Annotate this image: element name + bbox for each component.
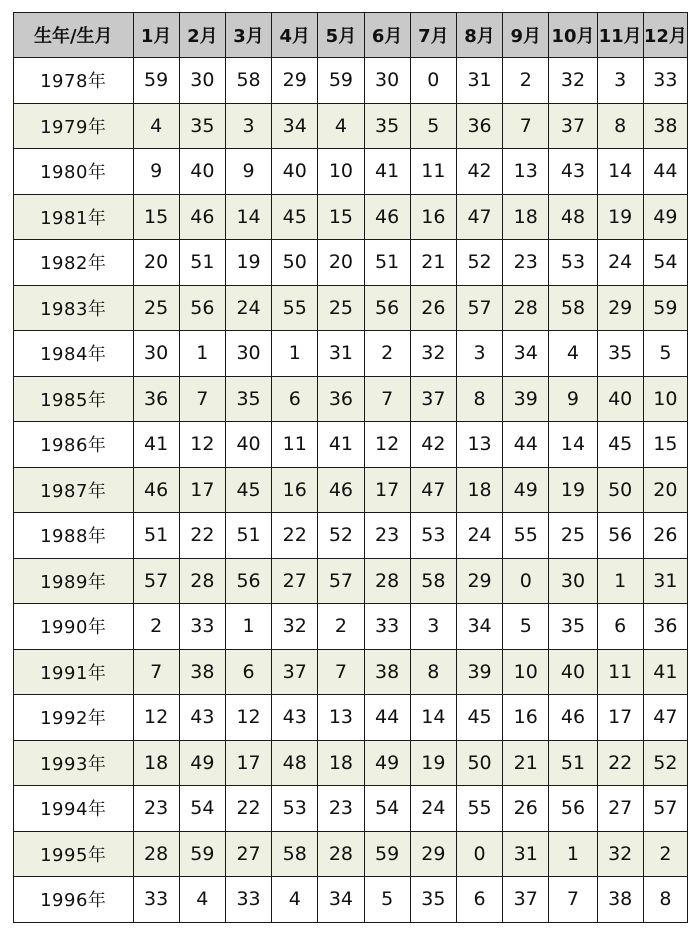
value-cell: 46: [364, 194, 410, 240]
value-cell: 38: [597, 877, 643, 923]
value-cell: 31: [318, 331, 364, 377]
value-cell: 50: [272, 240, 318, 286]
value-cell: 46: [133, 467, 179, 513]
year-cell: 1994年: [14, 786, 134, 832]
value-cell: 47: [410, 467, 456, 513]
value-cell: 43: [179, 695, 225, 741]
value-cell: 13: [503, 149, 549, 195]
year-cell: 1978年: [14, 58, 134, 104]
value-cell: 28: [503, 285, 549, 331]
value-cell: 31: [643, 558, 687, 604]
value-cell: 48: [549, 194, 597, 240]
value-cell: 57: [133, 558, 179, 604]
value-cell: 55: [456, 786, 502, 832]
value-cell: 21: [503, 740, 549, 786]
value-cell: 57: [643, 786, 687, 832]
table-row: [14, 376, 688, 422]
month-header: 3月: [225, 13, 271, 58]
month-header: 2月: [179, 13, 225, 58]
value-cell: 46: [318, 467, 364, 513]
value-cell: 20: [643, 467, 687, 513]
value-cell: 50: [597, 467, 643, 513]
month-header: 7月: [410, 13, 456, 58]
table-body: [14, 58, 688, 923]
year-cell: 1991年: [14, 649, 134, 695]
value-cell: 38: [364, 649, 410, 695]
value-cell: 44: [503, 422, 549, 468]
value-cell: 14: [410, 695, 456, 741]
value-cell: 27: [225, 831, 271, 877]
value-cell: 29: [456, 558, 502, 604]
value-cell: 0: [410, 58, 456, 104]
value-cell: 22: [597, 740, 643, 786]
value-cell: 30: [225, 331, 271, 377]
year-cell: 1987年: [14, 467, 134, 513]
value-cell: 41: [643, 649, 687, 695]
value-cell: 42: [410, 422, 456, 468]
value-cell: 19: [225, 240, 271, 286]
value-cell: 37: [272, 649, 318, 695]
value-cell: 35: [225, 376, 271, 422]
value-cell: 56: [597, 513, 643, 559]
table-header: [14, 13, 688, 58]
value-cell: 56: [179, 285, 225, 331]
value-cell: 19: [410, 740, 456, 786]
corner-header: 生年/生月: [14, 13, 134, 58]
year-cell: 1980年: [14, 149, 134, 195]
table-row: [14, 649, 688, 695]
value-cell: 24: [597, 240, 643, 286]
value-cell: 47: [456, 194, 502, 240]
value-cell: 2: [503, 58, 549, 104]
value-cell: 59: [364, 831, 410, 877]
value-cell: 29: [410, 831, 456, 877]
table-row: [14, 877, 688, 923]
value-cell: 9: [549, 376, 597, 422]
table-row: [14, 58, 688, 104]
value-cell: 35: [410, 877, 456, 923]
year-cell: 1996年: [14, 877, 134, 923]
value-cell: 44: [364, 695, 410, 741]
value-cell: 24: [456, 513, 502, 559]
month-header: 11月: [597, 13, 643, 58]
value-cell: 23: [503, 240, 549, 286]
year-cell: 1979年: [14, 103, 134, 149]
value-cell: 59: [318, 58, 364, 104]
value-cell: 40: [272, 149, 318, 195]
value-cell: 22: [225, 786, 271, 832]
year-cell: 1981年: [14, 194, 134, 240]
value-cell: 14: [597, 149, 643, 195]
year-cell: 1992年: [14, 695, 134, 741]
value-cell: 16: [503, 695, 549, 741]
value-cell: 25: [318, 285, 364, 331]
value-cell: 4: [549, 331, 597, 377]
value-cell: 46: [179, 194, 225, 240]
value-cell: 33: [643, 58, 687, 104]
year-cell: 1985年: [14, 376, 134, 422]
value-cell: 47: [643, 695, 687, 741]
value-cell: 40: [597, 376, 643, 422]
value-cell: 53: [549, 240, 597, 286]
table-row: [14, 695, 688, 741]
value-cell: 50: [456, 740, 502, 786]
table-row: [14, 467, 688, 513]
year-cell: 1982年: [14, 240, 134, 286]
value-cell: 11: [597, 649, 643, 695]
value-cell: 33: [364, 604, 410, 650]
value-cell: 51: [179, 240, 225, 286]
value-cell: 35: [179, 103, 225, 149]
header-row: [14, 13, 688, 58]
value-cell: 21: [410, 240, 456, 286]
value-cell: 59: [643, 285, 687, 331]
value-cell: 49: [503, 467, 549, 513]
value-cell: 18: [503, 194, 549, 240]
value-cell: 54: [364, 786, 410, 832]
value-cell: 53: [410, 513, 456, 559]
table-row: [14, 331, 688, 377]
value-cell: 19: [549, 467, 597, 513]
value-cell: 38: [179, 649, 225, 695]
value-cell: 28: [364, 558, 410, 604]
value-cell: 23: [364, 513, 410, 559]
year-cell: 1995年: [14, 831, 134, 877]
value-cell: 36: [643, 604, 687, 650]
value-cell: 20: [318, 240, 364, 286]
value-cell: 27: [272, 558, 318, 604]
table-row: [14, 740, 688, 786]
value-cell: 3: [410, 604, 456, 650]
value-cell: 57: [456, 285, 502, 331]
value-cell: 40: [549, 649, 597, 695]
value-cell: 16: [410, 194, 456, 240]
value-cell: 43: [549, 149, 597, 195]
value-cell: 36: [133, 376, 179, 422]
value-cell: 35: [597, 331, 643, 377]
month-header: 5月: [318, 13, 364, 58]
value-cell: 6: [456, 877, 502, 923]
value-cell: 46: [549, 695, 597, 741]
table-row: [14, 786, 688, 832]
value-cell: 28: [133, 831, 179, 877]
value-cell: 6: [225, 649, 271, 695]
value-cell: 10: [318, 149, 364, 195]
value-cell: 35: [364, 103, 410, 149]
value-cell: 41: [133, 422, 179, 468]
value-cell: 15: [643, 422, 687, 468]
value-cell: 1: [225, 604, 271, 650]
year-cell: 1988年: [14, 513, 134, 559]
table-row: [14, 240, 688, 286]
value-cell: 5: [643, 331, 687, 377]
value-cell: 7: [549, 877, 597, 923]
value-cell: 22: [179, 513, 225, 559]
value-cell: 15: [318, 194, 364, 240]
value-cell: 52: [643, 740, 687, 786]
value-cell: 37: [410, 376, 456, 422]
value-cell: 39: [456, 649, 502, 695]
month-header: 4月: [272, 13, 318, 58]
value-cell: 32: [597, 831, 643, 877]
value-cell: 12: [179, 422, 225, 468]
value-cell: 23: [318, 786, 364, 832]
value-cell: 7: [318, 649, 364, 695]
value-cell: 18: [133, 740, 179, 786]
table-row: [14, 422, 688, 468]
year-cell: 1986年: [14, 422, 134, 468]
value-cell: 34: [456, 604, 502, 650]
table-row: [14, 194, 688, 240]
value-cell: 31: [456, 58, 502, 104]
value-cell: 5: [364, 877, 410, 923]
month-header: 8月: [456, 13, 502, 58]
value-cell: 43: [272, 695, 318, 741]
value-cell: 58: [225, 58, 271, 104]
value-cell: 7: [179, 376, 225, 422]
birth-month-number-table: [13, 12, 688, 923]
value-cell: 49: [643, 194, 687, 240]
value-cell: 35: [549, 604, 597, 650]
value-cell: 17: [597, 695, 643, 741]
value-cell: 2: [318, 604, 364, 650]
value-cell: 58: [272, 831, 318, 877]
value-cell: 45: [225, 467, 271, 513]
value-cell: 6: [597, 604, 643, 650]
value-cell: 18: [456, 467, 502, 513]
year-cell: 1983年: [14, 285, 134, 331]
value-cell: 1: [597, 558, 643, 604]
value-cell: 28: [179, 558, 225, 604]
value-cell: 54: [179, 786, 225, 832]
value-cell: 32: [272, 604, 318, 650]
value-cell: 2: [643, 831, 687, 877]
value-cell: 13: [318, 695, 364, 741]
value-cell: 55: [503, 513, 549, 559]
value-cell: 2: [133, 604, 179, 650]
value-cell: 26: [643, 513, 687, 559]
value-cell: 29: [272, 58, 318, 104]
value-cell: 28: [318, 831, 364, 877]
value-cell: 34: [503, 331, 549, 377]
value-cell: 30: [133, 331, 179, 377]
value-cell: 59: [179, 831, 225, 877]
year-cell: 1990年: [14, 604, 134, 650]
value-cell: 41: [364, 149, 410, 195]
value-cell: 36: [318, 376, 364, 422]
value-cell: 20: [133, 240, 179, 286]
year-cell: 1993年: [14, 740, 134, 786]
value-cell: 8: [597, 103, 643, 149]
value-cell: 6: [272, 376, 318, 422]
month-header: 10月: [549, 13, 597, 58]
value-cell: 30: [549, 558, 597, 604]
value-cell: 0: [503, 558, 549, 604]
value-cell: 24: [225, 285, 271, 331]
value-cell: 29: [597, 285, 643, 331]
value-cell: 17: [179, 467, 225, 513]
value-cell: 4: [272, 877, 318, 923]
value-cell: 13: [456, 422, 502, 468]
value-cell: 4: [318, 103, 364, 149]
value-cell: 4: [179, 877, 225, 923]
value-cell: 40: [225, 422, 271, 468]
value-cell: 42: [456, 149, 502, 195]
year-cell: 1989年: [14, 558, 134, 604]
value-cell: 12: [225, 695, 271, 741]
value-cell: 56: [364, 285, 410, 331]
table-row: [14, 604, 688, 650]
value-cell: 1: [272, 331, 318, 377]
value-cell: 8: [456, 376, 502, 422]
value-cell: 12: [364, 422, 410, 468]
value-cell: 34: [272, 103, 318, 149]
value-cell: 26: [410, 285, 456, 331]
value-cell: 16: [272, 467, 318, 513]
value-cell: 57: [318, 558, 364, 604]
value-cell: 24: [410, 786, 456, 832]
value-cell: 40: [179, 149, 225, 195]
value-cell: 15: [133, 194, 179, 240]
value-cell: 53: [272, 786, 318, 832]
value-cell: 32: [549, 58, 597, 104]
table-row: [14, 149, 688, 195]
value-cell: 51: [364, 240, 410, 286]
value-cell: 9: [225, 149, 271, 195]
value-cell: 51: [225, 513, 271, 559]
value-cell: 17: [364, 467, 410, 513]
value-cell: 48: [272, 740, 318, 786]
value-cell: 58: [549, 285, 597, 331]
value-cell: 5: [503, 604, 549, 650]
value-cell: 5: [410, 103, 456, 149]
value-cell: 10: [643, 376, 687, 422]
value-cell: 9: [133, 149, 179, 195]
value-cell: 22: [272, 513, 318, 559]
value-cell: 41: [318, 422, 364, 468]
value-cell: 10: [503, 649, 549, 695]
value-cell: 0: [456, 831, 502, 877]
table-row: [14, 513, 688, 559]
value-cell: 3: [225, 103, 271, 149]
value-cell: 45: [456, 695, 502, 741]
value-cell: 12: [133, 695, 179, 741]
value-cell: 14: [549, 422, 597, 468]
value-cell: 11: [272, 422, 318, 468]
value-cell: 25: [133, 285, 179, 331]
value-cell: 7: [503, 103, 549, 149]
value-cell: 30: [364, 58, 410, 104]
month-header: 9月: [503, 13, 549, 58]
value-cell: 45: [597, 422, 643, 468]
value-cell: 51: [549, 740, 597, 786]
value-cell: 36: [456, 103, 502, 149]
value-cell: 1: [549, 831, 597, 877]
value-cell: 8: [410, 649, 456, 695]
value-cell: 45: [272, 194, 318, 240]
value-cell: 54: [643, 240, 687, 286]
value-cell: 25: [549, 513, 597, 559]
value-cell: 56: [549, 786, 597, 832]
value-cell: 49: [364, 740, 410, 786]
value-cell: 31: [503, 831, 549, 877]
value-cell: 44: [643, 149, 687, 195]
value-cell: 27: [597, 786, 643, 832]
value-cell: 34: [318, 877, 364, 923]
year-cell: 1984年: [14, 331, 134, 377]
value-cell: 56: [225, 558, 271, 604]
value-cell: 37: [549, 103, 597, 149]
value-cell: 33: [179, 604, 225, 650]
month-header: 12月: [643, 13, 687, 58]
value-cell: 32: [410, 331, 456, 377]
value-cell: 2: [364, 331, 410, 377]
value-cell: 7: [133, 649, 179, 695]
value-cell: 37: [503, 877, 549, 923]
month-header: 6月: [364, 13, 410, 58]
value-cell: 52: [318, 513, 364, 559]
value-cell: 1: [179, 331, 225, 377]
month-header: 1月: [133, 13, 179, 58]
value-cell: 55: [272, 285, 318, 331]
table-row: [14, 103, 688, 149]
table-row: [14, 285, 688, 331]
value-cell: 39: [503, 376, 549, 422]
value-cell: 18: [318, 740, 364, 786]
table-row: [14, 831, 688, 877]
value-cell: 58: [410, 558, 456, 604]
value-cell: 14: [225, 194, 271, 240]
value-cell: 52: [456, 240, 502, 286]
value-cell: 17: [225, 740, 271, 786]
value-cell: 7: [364, 376, 410, 422]
value-cell: 8: [643, 877, 687, 923]
value-cell: 49: [179, 740, 225, 786]
value-cell: 51: [133, 513, 179, 559]
value-cell: 3: [456, 331, 502, 377]
value-cell: 26: [503, 786, 549, 832]
value-cell: 33: [225, 877, 271, 923]
value-cell: 30: [179, 58, 225, 104]
value-cell: 19: [597, 194, 643, 240]
value-cell: 38: [643, 103, 687, 149]
value-cell: 59: [133, 58, 179, 104]
value-cell: 11: [410, 149, 456, 195]
value-cell: 33: [133, 877, 179, 923]
value-cell: 3: [597, 58, 643, 104]
table-row: [14, 558, 688, 604]
value-cell: 4: [133, 103, 179, 149]
value-cell: 23: [133, 786, 179, 832]
